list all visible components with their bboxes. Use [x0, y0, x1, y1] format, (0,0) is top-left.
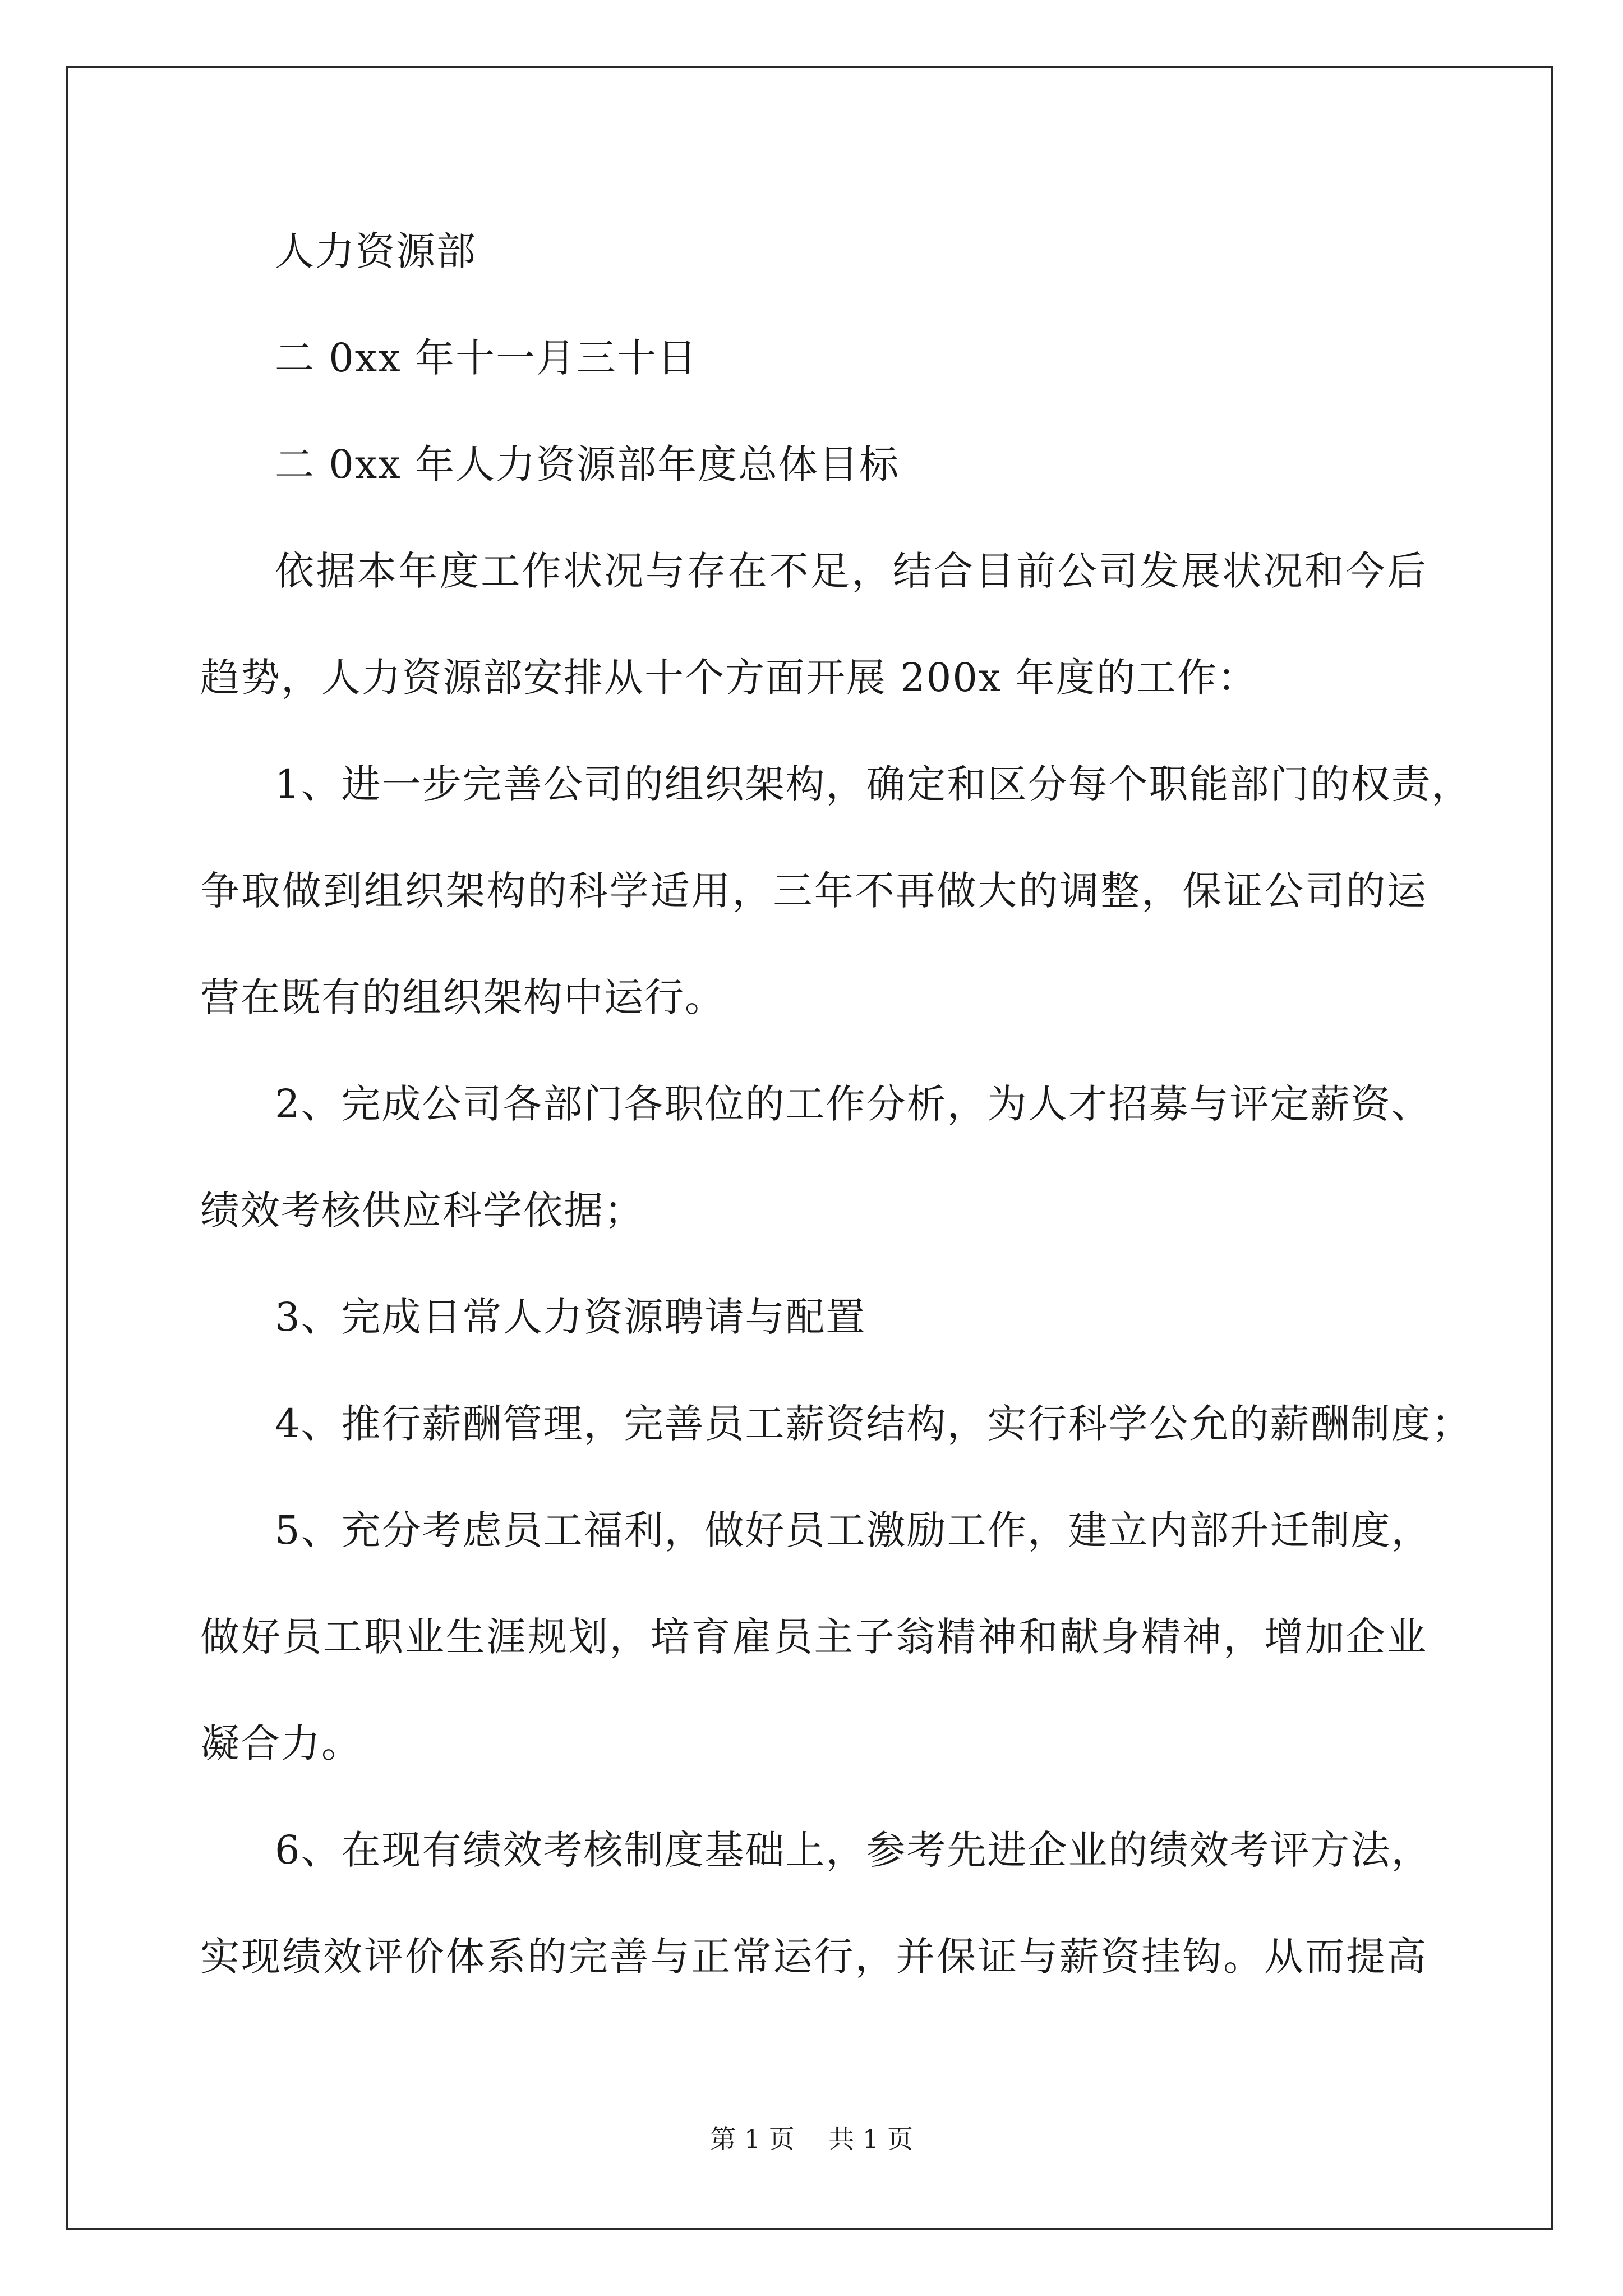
document-date: 二 0xx 年十一月三十日	[275, 335, 698, 381]
page-border	[66, 66, 1553, 2230]
paragraph-line: 趋势，人力资源部安排从十个方面开展 200x 年度的工作：	[200, 655, 1258, 701]
paragraph-line: 绩效考核供应科学依据；	[200, 1188, 644, 1234]
paragraph-line: 争取做到组织架构的科学适用，三年不再做大的调整，保证公司的运	[200, 868, 1427, 914]
paragraph-line: 5、充分考虑员工福利，做好员工激励工作，建立内部升迁制度，	[275, 1507, 1432, 1553]
section-title: 二 0xx 年人力资源部年度总体目标	[275, 441, 900, 487]
paragraph-line: 营在既有的组织架构中运行。	[200, 974, 725, 1020]
paragraph-line: 6、在现有绩效考核制度基础上，参考先进企业的绩效考评方法，	[275, 1827, 1432, 1873]
paragraph-line: 依据本年度工作状况与存在不足，结合目前公司发展状况和今后	[275, 548, 1427, 594]
paragraph-line: 3、完成日常人力资源聘请与配置	[275, 1294, 866, 1340]
paragraph-line: 2、完成公司各部门各职位的工作分析，为人才招募与评定薪资、	[275, 1081, 1432, 1127]
paragraph-line: 实现绩效评价体系的完善与正常运行，并保证与薪资挂钩。从而提高	[200, 1934, 1427, 1980]
page-number: 第 1 页 共 1 页	[710, 2124, 913, 2154]
paragraph-line: 做好员工职业生涯规划，培育雇员主子翁精神和献身精神，增加企业	[200, 1614, 1427, 1660]
paragraph-line: 1、进一步完善公司的组织架构，确定和区分每个职能部门的权责，	[275, 761, 1472, 807]
department-name: 人力资源部	[275, 228, 477, 274]
paragraph-line: 凝合力。	[200, 1720, 362, 1766]
paragraph-line: 4、推行薪酬管理，完善员工薪资结构，实行科学公允的薪酬制度；	[275, 1401, 1472, 1447]
